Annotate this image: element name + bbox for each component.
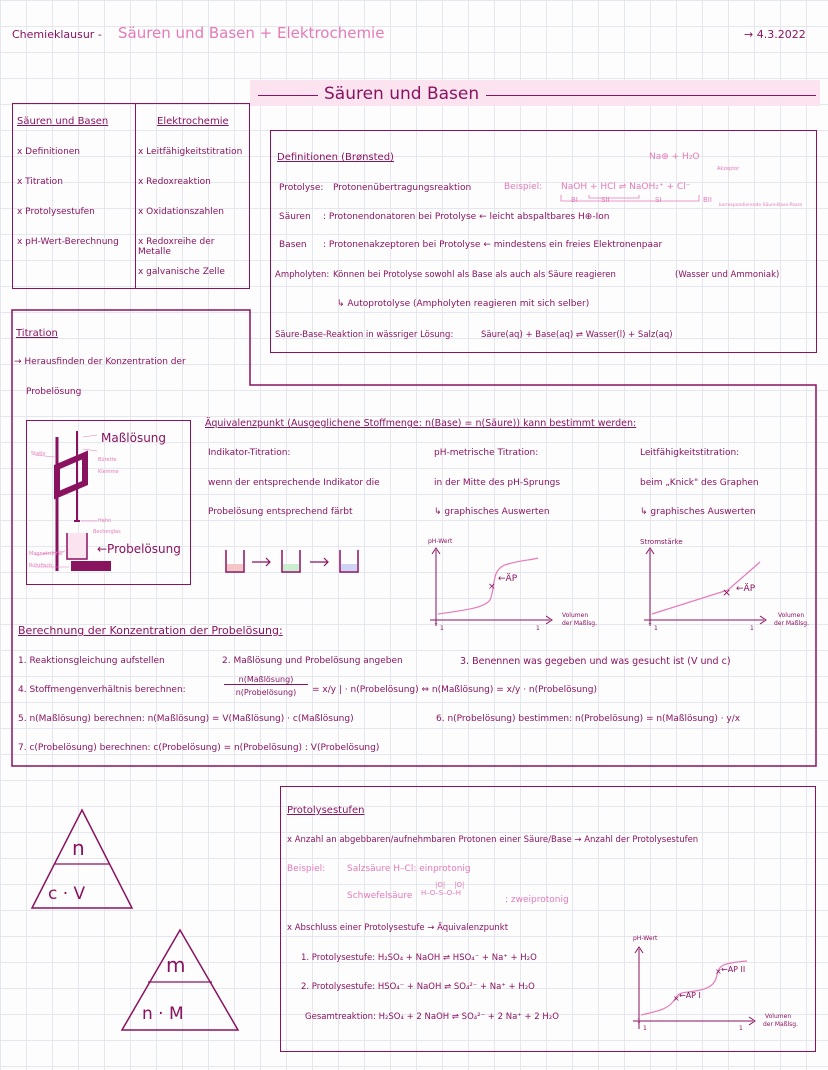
protolysestufen-graph-tick-x: 1	[739, 1025, 743, 1032]
method-line: beim „Knick" des Graphen	[640, 478, 759, 488]
ph-graph-tick-x: 1	[536, 625, 540, 632]
toc-item: x Redoxreaktion	[138, 177, 211, 187]
sulfuric-structure: |O| |O| H–O–S–O–H	[421, 881, 465, 897]
conductivity-graph-tick-x: 1	[654, 625, 658, 632]
aequivalenz-text: Äquivalenzpunkt (Ausgeglichene Stoffmenge: n(Base) = n(Säure)) kann bestimmt werden:	[205, 418, 637, 429]
ph-graph-ylabel: pH-Wert	[428, 538, 453, 545]
method-title: Indikator-Titration:	[208, 448, 291, 458]
toc-item: x Oxidationszahlen	[138, 207, 224, 217]
indicator-beakers	[222, 548, 368, 578]
step-2: 2. Maßlösung und Probelösung angeben	[222, 656, 403, 666]
svg-text:×: ×	[715, 967, 722, 976]
step-1: 1. Reaktionsgleichung aufstellen	[18, 656, 165, 666]
label-magnet: Magnetrührer	[29, 551, 64, 557]
pair-label: BII	[703, 196, 712, 204]
protolysestufen-bsp2: Schwefelsäure	[347, 891, 413, 901]
protolysestufen-graph-ap2: ←AP II	[721, 965, 746, 974]
method-line: wenn der entsprechende Indikator die	[208, 478, 380, 488]
toc-item: x Titration	[17, 177, 63, 187]
ampholyten-note: (Wasser und Ammoniak)	[675, 270, 780, 280]
step-5: 5. n(Maßlösung) berechnen: n(Maßlösung) = V(Maßlösung) · c(Maßlösung)	[18, 714, 354, 724]
protolysestufen-r3: Gesamtreaktion: H₂SO₄ + 2 NaOH ⇌ SO₄²⁻ + 2 Na⁺ + 2 H₂O	[305, 1012, 559, 1022]
protolysestufen-beispiel-label: Beispiel:	[287, 864, 326, 874]
step-6: 6. n(Probelösung) bestimmen: n(Probelösung) = n(Maßlösung) · y/x	[436, 714, 741, 724]
titration-desc2: Probelösung	[26, 387, 82, 397]
protolysestufen-r1: 1. Protolysestufe: H₂SO₄ + NaOH ⇌ HSO₄⁻ + Na⁺ + H₂O	[301, 953, 537, 963]
beispiel-equation: NaOH + HCl ⇌ NaOH₂⁺ + Cl⁻	[561, 182, 691, 192]
label-stativ: Stativ	[31, 451, 46, 457]
ph-graph-tick-y: 1	[434, 619, 438, 626]
step-4-denominator: n(Probelösung)	[235, 688, 297, 697]
saeuren-text: : Protonendonatoren bei Protolyse ← leicht abspaltbares H⊕-Ion	[323, 212, 610, 222]
method-line: Probelösung entsprechend färbt	[208, 507, 353, 517]
acceptor-note: Akzeptor	[717, 166, 740, 172]
section-title: Säuren und Basen	[324, 84, 480, 104]
autoprotolyse: ↳ Autoprotolyse (Ampholyten reagieren mit sich selber)	[337, 299, 590, 309]
conductivity-graph-ylabel: Stromstärke	[640, 538, 683, 546]
beispiel-label: Beispiel:	[504, 182, 543, 192]
protolysestufen-graph-xlabel2: der Maßlsg.	[763, 1021, 799, 1028]
titration-heading: Titration	[16, 328, 58, 339]
toc-item: x pH-Wert-Berechnung	[17, 237, 119, 247]
header-prefix: Chemieklausur -	[12, 28, 102, 41]
ampholyten-label: Ampholyten:	[275, 270, 330, 280]
titration-apparatus	[27, 421, 189, 583]
basen-text: : Protonenakzeptoren bei Protolyse ← mindestens ein freies Elektronenpaar	[323, 240, 663, 250]
label-ruehr: Rührfisch	[29, 563, 53, 569]
pair-note: korrespondierende Säure-Base-Paare	[719, 203, 803, 208]
protolysestufen-line2: x Abschluss einer Protolysestufe → Äquivalenzpunkt	[287, 923, 509, 933]
toc-left-heading: Säuren und Basen	[17, 116, 109, 127]
protolysestufen-graph-xlabel: Volumen	[765, 1013, 792, 1020]
conductivity-graph-xlabel: Volumen	[778, 612, 805, 619]
ph-graph-ap: ←ÄP	[498, 574, 518, 584]
svg-text:×: ×	[673, 994, 680, 1003]
protolysestufen-bsp2-note: : zweiprotonig	[505, 895, 569, 905]
label-buerette: Bürette	[98, 457, 117, 463]
toc-item: x galvanische Zelle	[138, 267, 225, 277]
triangle-ncv-bottom: c · V	[48, 884, 86, 904]
pair-label: SI	[655, 196, 662, 204]
label-probelosung: ←Probelösung	[97, 542, 181, 556]
label-becherglas: Becherglas	[93, 529, 121, 535]
protolysestufen-line1: x Anzahl an abgebbaren/aufnehmbaren Protonen einer Säure/Base → Anzahl der Protolysestufen	[287, 835, 699, 845]
svg-text:×: ×	[722, 586, 732, 599]
header-date: → 4.3.2022	[744, 28, 806, 41]
method-title: pH-metrische Titration:	[434, 448, 539, 458]
pair-label: SII	[601, 196, 610, 204]
conductivity-graph-ap: ←ÄP	[736, 584, 756, 594]
sbr-text: Säure-Base-Reaktion in wässriger Lösung:	[275, 330, 454, 340]
sbr-equation: Säure(aq) + Base(aq) ⇌ Wasser(l) + Salz(aq)	[481, 330, 673, 340]
label-masslosung: Maßlösung	[101, 431, 167, 445]
toc-item: x Redoxreihe der Metalle	[138, 237, 215, 257]
ph-graph-tick-x: 1	[440, 625, 444, 632]
basen-label: Basen	[279, 240, 307, 250]
conductivity-graph-tick-x: 1	[750, 625, 754, 632]
protolyse-label: Protolyse:	[279, 183, 324, 193]
method-line: in der Mitte des pH-Sprungs	[434, 478, 561, 488]
apparatus-box	[26, 420, 191, 585]
triangle-nmM-bottom: n · M	[142, 1004, 184, 1024]
toc-right-heading: Elektrochemie	[157, 116, 229, 127]
label-klemme: Klemme	[98, 469, 119, 475]
step-7: 7. c(Probelösung) berechnen: c(Probelösung) = n(Probelösung) : V(Probelösung)	[18, 743, 380, 753]
protolyse-text: Protonenübertragungsreaktion	[333, 183, 472, 193]
conductivity-graph-xlabel2: der Maßlsg.	[774, 620, 810, 627]
protolysestufen-graph-ap1: ←AP I	[679, 991, 701, 1000]
protolysestufen-heading: Protolysestufen	[287, 805, 365, 816]
svg-text:×: ×	[488, 582, 496, 592]
method-title: Leitfähigkeitstitration:	[640, 448, 740, 458]
protolysestufen-graph	[629, 935, 813, 1035]
protolysestufen-graph-tick-y: 1	[637, 1018, 641, 1025]
protolysestufen-r2: 2. Protolysestufe: HSO₄⁻ + NaOH ⇌ SO₄²⁻ + Na⁺ + H₂O	[301, 982, 535, 992]
triangle-nmM-top: m	[166, 953, 186, 977]
protolysestufen-graph-tick-x: 1	[643, 1025, 647, 1032]
ampholyten-text: Können bei Protolyse sowohl als Base als auch als Säure reagieren	[333, 270, 616, 280]
step-4-numerator: n(Maßlösung)	[224, 675, 308, 685]
step-3: 3. Benennen was gegeben und was gesucht ist (V und c)	[460, 656, 731, 667]
top-equation: Na⊕ + H₂O	[649, 152, 700, 162]
toc-item: x Definitionen	[17, 147, 81, 157]
definitions-heading: Definitionen (Brønsted)	[277, 152, 394, 163]
saeuren-label: Säuren	[279, 212, 311, 222]
method-line: ↳ graphisches Auswerten	[640, 507, 756, 517]
protolysestufen-box	[280, 786, 816, 1052]
header-title: Säuren und Basen + Elektrochemie	[118, 24, 385, 42]
toc-item: x Leitfähigkeitstitration	[138, 147, 243, 157]
ph-graph-xlabel: Volumen	[562, 612, 589, 619]
protolysestufen-graph-ylabel: pH-Wert	[633, 935, 658, 942]
method-line: ↳ graphisches Auswerten	[434, 507, 550, 517]
toc-item: x Protolysestufen	[17, 207, 95, 217]
step-4: 4. Stoffmengenverhältnis berechnen:	[18, 685, 186, 695]
label-hahn: Hahn	[98, 518, 112, 524]
step-4-rest: = x/y | · n(Probelösung) ⇔ n(Maßlösung) = x/y · n(Probelösung)	[312, 685, 597, 695]
ph-graph-xlabel2: der Maßlsg.	[562, 620, 598, 627]
protolysestufen-bsp1: Salzsäure H–Cl: einprotonig	[347, 864, 471, 874]
triangle-ncv-top: n	[72, 836, 85, 860]
titration-desc: → Herausfinden der Konzentration der	[14, 357, 186, 367]
conductivity-graph-tick-y: 1	[648, 619, 652, 626]
pair-label: BI	[571, 196, 578, 204]
berechnung-heading: Berechnung der Konzentration der Probelösung:	[18, 624, 283, 637]
